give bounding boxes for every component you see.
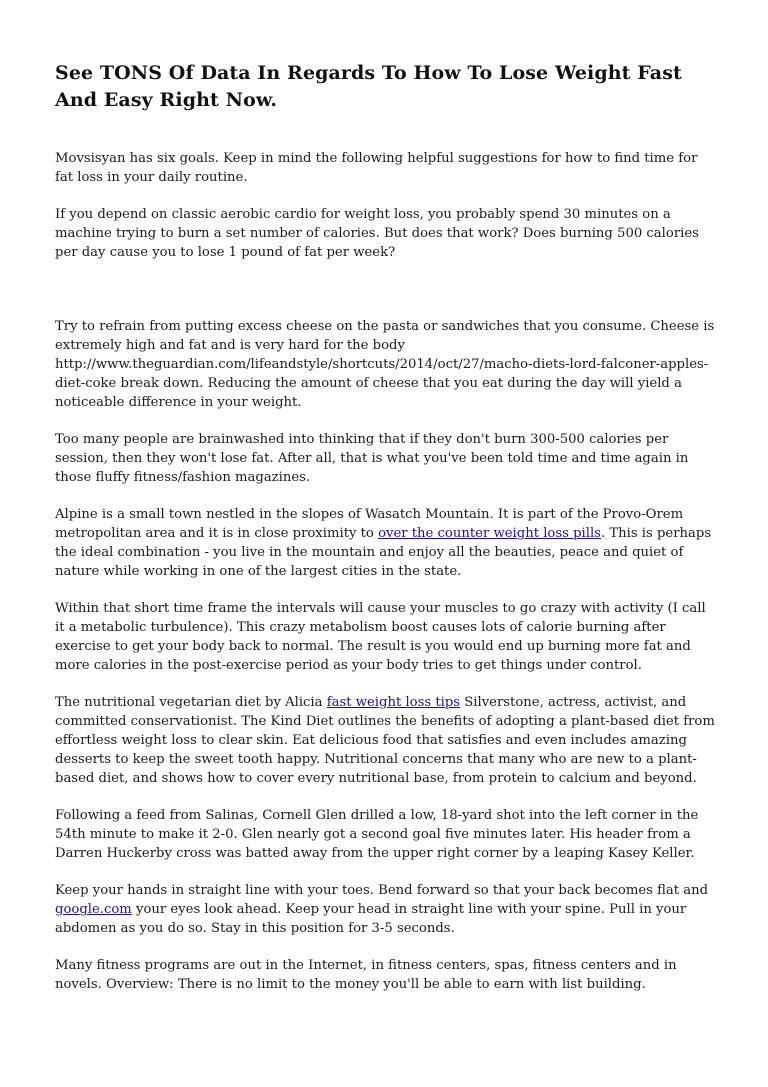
- paragraph-6: Within that short time frame the intervals will cause your muscles to go crazy with activity (I call it a metabolic turbulence). This crazy metabolism boost causes lots of calorie burning after exercise to get your body back to normal. The result is you would end up burning more fat and more calories in the post-exercise period as your body tries to get things under control.: [55, 601, 706, 673]
- paragraph-2: If you depend on classic aerobic cardio for weight loss, you probably spend 30 minutes on a machine trying to burn a set number of calories. But does that work? Does burning 500 calories per day cause you to lose 1 pound of fat per week?: [55, 207, 699, 260]
- paragraph-9-text-before: Keep your hands in straight line with your toes. Bend forward so that your back becomes flat and: [55, 883, 709, 898]
- paragraph-5-text-after: . This is perhaps the ideal combination - you live in the mountain and enjoy all the beauties, peace and quiet of nature while working in one of the largest cities in the state.: [55, 526, 712, 579]
- paragraph-1: Movsisyan has six goals. Keep in mind the following helpful suggestions for how to find time for fat loss in your daily routine.: [55, 151, 698, 185]
- paragraph-9-text-after: your eyes look ahead. Keep your head in straight line with your spine. Pull in your abdomen as you do so. Stay in this position for 3-5 seconds.: [55, 902, 687, 936]
- paragraph-5: [55, 505, 715, 581]
- link-over-the-counter-weight-loss-pills[interactable]: over the counter weight loss pills: [378, 526, 601, 541]
- paragraph-7: [55, 693, 715, 788]
- page-title: See TONS Of Data In Regards To How To Lose Weight Fast And Easy Right Now.: [55, 62, 682, 111]
- link-fast-weight-loss-tips[interactable]: fast weight loss tips: [326, 695, 461, 710]
- paragraph-3: Try to refrain from putting excess cheese on the pasta or sandwiches that you consume. Cheese is extremely high and fat and is very hard for the body http://www.theguardian.com/lifeandstyle/shortcuts/2014/oct/27/macho-diets-lord-falconer-apples-diet-coke break down. Reducing the amount of cheese that you eat during the day will yield a noticeable difference in your weight.: [55, 319, 715, 410]
- paragraph-7-text-after: Silverstone, actress, activist, and committed conservationist. The Kind Diet outlines the benefits of adopting a plant-based diet from effortless weight loss to clear skin. Eat delicious food that satisfies and even includes amazing desserts to keep the sweet tooth happy. Nutritional concerns that many who are new to a plant-based diet, and shows how to cover every nutritional base, from protein to calcium and beyond.: [55, 695, 715, 786]
- paragraph-7-text-before: The nutritional vegetarian diet by Alicia: [55, 695, 327, 710]
- document-page: [55, 60, 715, 1012]
- link-google-com[interactable]: google.com: [55, 902, 132, 917]
- paragraph-4: Too many people are brainwashed into thinking that if they don't burn 300-500 calories per session, then they won't lose fat. After all, that is what you've been told time and time again in those fluffy fitness/fashion magazines.: [55, 432, 689, 485]
- paragraph-5-text-before: Alpine is a small town nestled in the slopes of Wasatch Mountain. It is part of the Provo-Orem metropolitan area and it is in close proximity to: [55, 507, 684, 541]
- paragraph-8: Following a feed from Salinas, Cornell Glen drilled a low, 18-yard shot into the left corner in the 54th minute to make it 2-0. Glen nearly got a second goal five minutes later. His header from a Darren Huckerby cross was batted away from the upper right corner by a leaping Kasey Keller.: [55, 808, 699, 861]
- paragraph-10: Many fitness programs are out in the Internet, in fitness centers, spas, fitness centers and in novels. Overview: There is no limit to the money you'll be able to earn with list building.: [55, 958, 677, 992]
- paragraph-9: [55, 881, 715, 938]
